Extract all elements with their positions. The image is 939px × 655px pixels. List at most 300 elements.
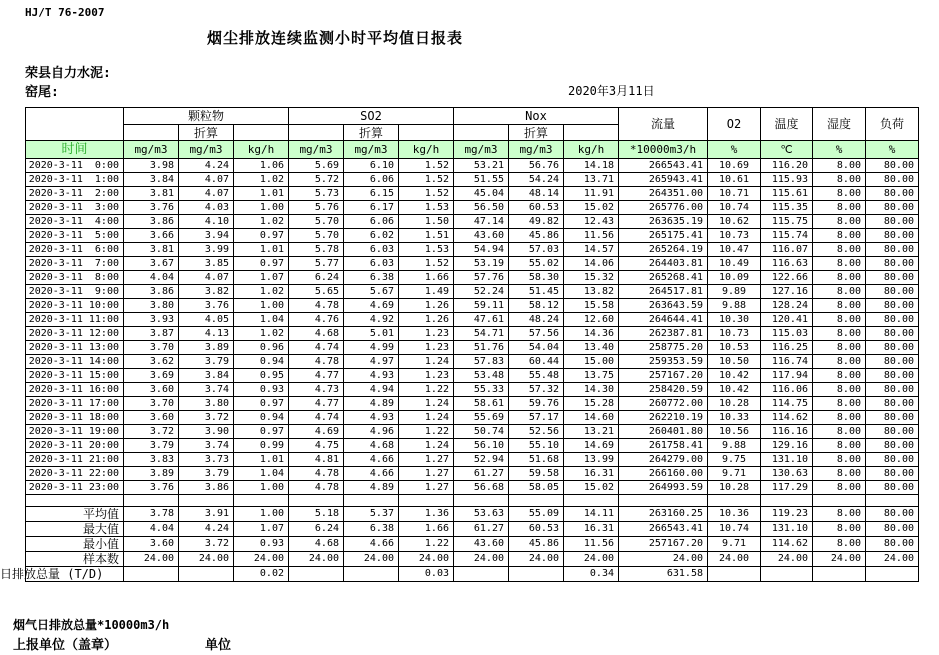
- value-cell: 80.00: [866, 507, 919, 522]
- blank-cell: [454, 495, 509, 507]
- value-cell: 0.93: [234, 383, 289, 397]
- blank-cell: [813, 495, 866, 507]
- value-cell: 4.94: [344, 383, 399, 397]
- hour-data-row: [26, 159, 919, 173]
- value-cell: 4.68: [289, 537, 344, 552]
- value-cell: 3.60: [124, 383, 179, 397]
- monitoring-report-table: [0, 107, 919, 582]
- time-cell: 2020-3-11 19:00: [26, 425, 124, 439]
- value-cell: 115.75: [761, 215, 813, 229]
- value-cell: [344, 567, 399, 582]
- value-cell: 9.71: [708, 467, 761, 481]
- value-cell: 24.00: [179, 552, 234, 567]
- hour-data-row: [26, 369, 919, 383]
- value-cell: 3.72: [179, 411, 234, 425]
- value-cell: 11.91: [564, 187, 619, 201]
- value-cell: 80.00: [866, 159, 919, 173]
- value-cell: 265175.41: [619, 229, 708, 243]
- value-cell: 1.06: [234, 159, 289, 173]
- value-cell: 0.02: [234, 567, 289, 582]
- unit-mg: mg/m3: [124, 141, 179, 159]
- value-cell: 55.69: [454, 411, 509, 425]
- value-cell: 5.78: [289, 243, 344, 257]
- value-cell: 54.04: [509, 341, 564, 355]
- time-cell: 2020-3-11 6:00: [26, 243, 124, 257]
- value-cell: 8.00: [813, 397, 866, 411]
- value-cell: 10.69: [708, 159, 761, 173]
- unit-percent: %: [866, 141, 919, 159]
- value-cell: 61.27: [454, 522, 509, 537]
- value-cell: 0.93: [234, 537, 289, 552]
- time-cell: 2020-3-11 4:00: [26, 215, 124, 229]
- value-cell: 57.32: [509, 383, 564, 397]
- value-cell: 264517.81: [619, 285, 708, 299]
- value-cell: 54.94: [454, 243, 509, 257]
- value-cell: 265268.41: [619, 271, 708, 285]
- value-cell: 1.22: [399, 383, 454, 397]
- value-cell: 51.76: [454, 341, 509, 355]
- value-cell: 15.02: [564, 201, 619, 215]
- value-cell: 3.80: [179, 397, 234, 411]
- converted-header-so2: 折算: [344, 125, 399, 141]
- value-cell: 1.52: [399, 187, 454, 201]
- value-cell: 0.95: [234, 369, 289, 383]
- value-cell: 1.01: [234, 187, 289, 201]
- value-cell: 6.06: [344, 173, 399, 187]
- converted-header-pm: 折算: [179, 125, 234, 141]
- value-cell: 0.34: [564, 567, 619, 582]
- value-cell: 116.16: [761, 425, 813, 439]
- value-cell: 13.99: [564, 453, 619, 467]
- value-cell: 3.90: [179, 425, 234, 439]
- value-cell: [124, 567, 179, 582]
- value-cell: [509, 567, 564, 582]
- value-cell: 6.15: [344, 187, 399, 201]
- value-cell: 80.00: [866, 187, 919, 201]
- value-cell: 4.05: [179, 313, 234, 327]
- time-cell: 2020-3-11 20:00: [26, 439, 124, 453]
- value-cell: 53.19: [454, 257, 509, 271]
- value-cell: 8.00: [813, 159, 866, 173]
- value-cell: 9.71: [708, 537, 761, 552]
- value-cell: 55.10: [509, 439, 564, 453]
- value-cell: 8.00: [813, 355, 866, 369]
- value-cell: 8.00: [813, 313, 866, 327]
- value-cell: 10.73: [708, 327, 761, 341]
- value-cell: 1.27: [399, 481, 454, 495]
- value-cell: 80.00: [866, 383, 919, 397]
- value-cell: 59.76: [509, 397, 564, 411]
- value-cell: 1.01: [234, 453, 289, 467]
- value-cell: 1.22: [399, 537, 454, 552]
- value-cell: 12.60: [564, 313, 619, 327]
- time-cell: 2020-3-11 11:00: [26, 313, 124, 327]
- blank-cell: [234, 125, 289, 141]
- time-cell: 2020-3-11 1:00: [26, 173, 124, 187]
- value-cell: 8.00: [813, 425, 866, 439]
- value-cell: 4.89: [344, 397, 399, 411]
- row-label-cell: 平均值: [26, 507, 124, 522]
- value-cell: 14.60: [564, 411, 619, 425]
- time-cell: 2020-3-11 9:00: [26, 285, 124, 299]
- value-cell: 10.74: [708, 201, 761, 215]
- value-cell: 0.97: [234, 257, 289, 271]
- value-cell: 115.35: [761, 201, 813, 215]
- value-cell: 4.74: [289, 341, 344, 355]
- hour-data-row: [26, 481, 919, 495]
- value-cell: 264403.81: [619, 257, 708, 271]
- value-cell: 4.66: [344, 537, 399, 552]
- value-cell: 4.78: [289, 467, 344, 481]
- col-header-humidity: 湿度: [813, 108, 866, 141]
- value-cell: 1.51: [399, 229, 454, 243]
- value-cell: 11.56: [564, 229, 619, 243]
- value-cell: 1.52: [399, 173, 454, 187]
- value-cell: 3.76: [124, 481, 179, 495]
- hour-data-row: [26, 425, 919, 439]
- value-cell: 14.69: [564, 439, 619, 453]
- value-cell: 3.73: [179, 453, 234, 467]
- time-cell: 2020-3-11 5:00: [26, 229, 124, 243]
- value-cell: 5.76: [289, 201, 344, 215]
- value-cell: 8.00: [813, 411, 866, 425]
- value-cell: 47.14: [454, 215, 509, 229]
- value-cell: 128.24: [761, 299, 813, 313]
- value-cell: 1.00: [234, 481, 289, 495]
- unit-mg: mg/m3: [179, 141, 234, 159]
- value-cell: 8.00: [813, 453, 866, 467]
- unit-kg: kg/h: [564, 141, 619, 159]
- value-cell: 80.00: [866, 425, 919, 439]
- value-cell: 4.75: [289, 439, 344, 453]
- value-cell: 5.70: [289, 229, 344, 243]
- value-cell: 80.00: [866, 467, 919, 481]
- value-cell: 14.06: [564, 257, 619, 271]
- value-cell: 5.18: [289, 507, 344, 522]
- standard-code: HJ/T 76-2007: [25, 6, 105, 19]
- value-cell: 6.17: [344, 201, 399, 215]
- value-cell: 3.87: [124, 327, 179, 341]
- value-cell: 257167.20: [619, 369, 708, 383]
- value-cell: [708, 567, 761, 582]
- value-cell: 3.70: [124, 397, 179, 411]
- group-header-nox: Nox: [454, 108, 619, 125]
- time-cell: 2020-3-11 12:00: [26, 327, 124, 341]
- value-cell: 80.00: [866, 522, 919, 537]
- value-cell: 264644.41: [619, 313, 708, 327]
- value-cell: 9.75: [708, 453, 761, 467]
- value-cell: 14.30: [564, 383, 619, 397]
- col-header-temp: 温度: [761, 108, 813, 141]
- value-cell: 9.88: [708, 439, 761, 453]
- value-cell: 5.01: [344, 327, 399, 341]
- value-cell: 4.68: [344, 439, 399, 453]
- value-cell: 114.62: [761, 411, 813, 425]
- value-cell: 3.79: [179, 355, 234, 369]
- value-cell: 0.94: [234, 355, 289, 369]
- value-cell: 3.81: [124, 187, 179, 201]
- value-cell: 117.29: [761, 481, 813, 495]
- value-cell: 3.99: [179, 243, 234, 257]
- value-cell: 10.42: [708, 369, 761, 383]
- value-cell: 116.25: [761, 341, 813, 355]
- unit-kg: kg/h: [234, 141, 289, 159]
- value-cell: 1.49: [399, 285, 454, 299]
- value-cell: 6.38: [344, 522, 399, 537]
- station-name: 窑尾:: [25, 85, 59, 100]
- value-cell: 0.94: [234, 411, 289, 425]
- blank-cell: [124, 495, 179, 507]
- value-cell: 1.53: [399, 201, 454, 215]
- value-cell: 1.04: [234, 313, 289, 327]
- value-cell: 1.52: [399, 257, 454, 271]
- blank-cell: [344, 495, 399, 507]
- hour-data-row: [26, 383, 919, 397]
- value-cell: 0.97: [234, 425, 289, 439]
- value-cell: 6.38: [344, 271, 399, 285]
- value-cell: [813, 567, 866, 582]
- value-cell: 8.00: [813, 271, 866, 285]
- value-cell: 10.62: [708, 215, 761, 229]
- value-cell: 4.04: [124, 271, 179, 285]
- value-cell: 12.43: [564, 215, 619, 229]
- value-cell: 10.74: [708, 522, 761, 537]
- value-cell: 264279.00: [619, 453, 708, 467]
- value-cell: 8.00: [813, 229, 866, 243]
- page-title: 烟尘排放连续监测小时平均值日报表: [207, 29, 464, 47]
- value-cell: 49.82: [509, 215, 564, 229]
- value-cell: 48.24: [509, 313, 564, 327]
- value-cell: 4.99: [344, 341, 399, 355]
- unit-mg: mg/m3: [289, 141, 344, 159]
- value-cell: 4.78: [289, 299, 344, 313]
- value-cell: 57.76: [454, 271, 509, 285]
- value-cell: 14.11: [564, 507, 619, 522]
- time-cell: 2020-3-11 18:00: [26, 411, 124, 425]
- value-cell: 8.00: [813, 215, 866, 229]
- value-cell: 14.57: [564, 243, 619, 257]
- header-row-units: [26, 141, 919, 159]
- value-cell: 4.69: [289, 425, 344, 439]
- value-cell: 4.93: [344, 369, 399, 383]
- value-cell: 3.85: [179, 257, 234, 271]
- value-cell: 264351.00: [619, 187, 708, 201]
- value-cell: 114.62: [761, 537, 813, 552]
- value-cell: 4.81: [289, 453, 344, 467]
- value-cell: 9.89: [708, 285, 761, 299]
- hour-data-row: [26, 215, 919, 229]
- value-cell: 10.61: [708, 173, 761, 187]
- value-cell: 0.97: [234, 229, 289, 243]
- value-cell: 24.00: [124, 552, 179, 567]
- blank-cell: [234, 495, 289, 507]
- value-cell: 3.70: [124, 341, 179, 355]
- value-cell: 24.00: [866, 552, 919, 567]
- value-cell: 24.00: [619, 552, 708, 567]
- report-date: 2020年3月11日: [568, 84, 655, 98]
- value-cell: 3.74: [179, 383, 234, 397]
- value-cell: 52.56: [509, 425, 564, 439]
- value-cell: 631.58: [619, 567, 708, 582]
- value-cell: 4.93: [344, 411, 399, 425]
- blank-cell: [761, 495, 813, 507]
- value-cell: 8.00: [813, 522, 866, 537]
- value-cell: 3.72: [124, 425, 179, 439]
- value-cell: 10.33: [708, 411, 761, 425]
- value-cell: 14.36: [564, 327, 619, 341]
- value-cell: 3.94: [179, 229, 234, 243]
- value-cell: 80.00: [866, 271, 919, 285]
- value-cell: 5.70: [289, 215, 344, 229]
- value-cell: 3.83: [124, 453, 179, 467]
- value-cell: 80.00: [866, 453, 919, 467]
- time-cell: 2020-3-11 22:00: [26, 467, 124, 481]
- hour-data-row: [26, 201, 919, 215]
- hour-data-row: [26, 327, 919, 341]
- time-cell: 2020-3-11 2:00: [26, 187, 124, 201]
- value-cell: 3.79: [179, 467, 234, 481]
- value-cell: 13.40: [564, 341, 619, 355]
- value-cell: 3.76: [124, 201, 179, 215]
- value-cell: 16.31: [564, 522, 619, 537]
- value-cell: 24.00: [564, 552, 619, 567]
- value-cell: 4.77: [289, 397, 344, 411]
- blank-cell: [399, 125, 454, 141]
- value-cell: 16.31: [564, 467, 619, 481]
- value-cell: [454, 567, 509, 582]
- value-cell: 3.89: [124, 467, 179, 481]
- value-cell: 6.06: [344, 215, 399, 229]
- value-cell: 10.28: [708, 481, 761, 495]
- unit-mg: mg/m3: [509, 141, 564, 159]
- value-cell: 24.00: [289, 552, 344, 567]
- unit-label: 单位: [205, 638, 232, 653]
- value-cell: 45.04: [454, 187, 509, 201]
- value-cell: 61.27: [454, 467, 509, 481]
- value-cell: 24.00: [234, 552, 289, 567]
- value-cell: 80.00: [866, 299, 919, 313]
- hour-data-row: [26, 229, 919, 243]
- value-cell: 15.00: [564, 355, 619, 369]
- value-cell: 117.94: [761, 369, 813, 383]
- unit-kg: kg/h: [399, 141, 454, 159]
- time-cell: 2020-3-11 7:00: [26, 257, 124, 271]
- value-cell: 4.92: [344, 313, 399, 327]
- value-cell: 80.00: [866, 355, 919, 369]
- time-cell: 2020-3-11 23:00: [26, 481, 124, 495]
- value-cell: 4.66: [344, 453, 399, 467]
- value-cell: 55.33: [454, 383, 509, 397]
- col-header-load: 负荷: [866, 108, 919, 141]
- unit-mg: mg/m3: [344, 141, 399, 159]
- hour-data-row: [26, 299, 919, 313]
- value-cell: 1.24: [399, 355, 454, 369]
- time-cell: 2020-3-11 17:00: [26, 397, 124, 411]
- time-cell: 2020-3-11 13:00: [26, 341, 124, 355]
- row-label-cell: 日排放总量 (T/D): [26, 567, 124, 582]
- value-cell: 1.50: [399, 215, 454, 229]
- value-cell: 54.71: [454, 327, 509, 341]
- blank-cell: [564, 125, 619, 141]
- value-cell: 4.77: [289, 369, 344, 383]
- value-cell: 5.65: [289, 285, 344, 299]
- value-cell: 0.97: [234, 397, 289, 411]
- value-cell: 4.10: [179, 215, 234, 229]
- value-cell: 130.63: [761, 467, 813, 481]
- value-cell: 131.10: [761, 453, 813, 467]
- value-cell: 10.56: [708, 425, 761, 439]
- value-cell: 10.09: [708, 271, 761, 285]
- value-cell: 1.23: [399, 369, 454, 383]
- value-cell: 3.86: [124, 215, 179, 229]
- value-cell: 4.13: [179, 327, 234, 341]
- value-cell: 4.89: [344, 481, 399, 495]
- value-cell: 1.24: [399, 397, 454, 411]
- value-cell: 115.74: [761, 229, 813, 243]
- unit-percent: %: [708, 141, 761, 159]
- value-cell: 59.11: [454, 299, 509, 313]
- value-cell: 6.03: [344, 243, 399, 257]
- blank-cell: [179, 495, 234, 507]
- value-cell: 80.00: [866, 285, 919, 299]
- value-cell: 262210.19: [619, 411, 708, 425]
- value-cell: 3.78: [124, 507, 179, 522]
- value-cell: 80.00: [866, 173, 919, 187]
- value-cell: [761, 567, 813, 582]
- value-cell: 11.56: [564, 537, 619, 552]
- value-cell: 3.81: [124, 243, 179, 257]
- hour-data-row: [26, 271, 919, 285]
- value-cell: 10.36: [708, 507, 761, 522]
- value-cell: 3.80: [124, 299, 179, 313]
- value-cell: 1.01: [234, 243, 289, 257]
- value-cell: 4.03: [179, 201, 234, 215]
- value-cell: 58.30: [509, 271, 564, 285]
- blank-cell: [399, 495, 454, 507]
- value-cell: 115.93: [761, 173, 813, 187]
- value-cell: 3.84: [179, 369, 234, 383]
- value-cell: 24.00: [813, 552, 866, 567]
- value-cell: 1.23: [399, 327, 454, 341]
- value-cell: 3.79: [124, 439, 179, 453]
- value-cell: 15.32: [564, 271, 619, 285]
- value-cell: 1.26: [399, 313, 454, 327]
- value-cell: 3.62: [124, 355, 179, 369]
- value-cell: 260772.00: [619, 397, 708, 411]
- value-cell: 4.69: [344, 299, 399, 313]
- value-cell: 1.53: [399, 243, 454, 257]
- value-cell: 127.16: [761, 285, 813, 299]
- value-cell: 265943.41: [619, 173, 708, 187]
- time-column-header: 时间: [26, 141, 124, 159]
- value-cell: 129.16: [761, 439, 813, 453]
- value-cell: 80.00: [866, 397, 919, 411]
- time-cell: 2020-3-11 16:00: [26, 383, 124, 397]
- value-cell: 8.00: [813, 439, 866, 453]
- value-cell: 1.07: [234, 522, 289, 537]
- hour-data-row: [26, 453, 919, 467]
- value-cell: 45.86: [509, 229, 564, 243]
- value-cell: 1.02: [234, 215, 289, 229]
- value-cell: 8.00: [813, 187, 866, 201]
- value-cell: 58.12: [509, 299, 564, 313]
- value-cell: 80.00: [866, 411, 919, 425]
- hour-data-row: [26, 411, 919, 425]
- value-cell: 260401.80: [619, 425, 708, 439]
- blank-cell: [509, 495, 564, 507]
- row-label-cell: 最大值: [26, 522, 124, 537]
- value-cell: 24.00: [344, 552, 399, 567]
